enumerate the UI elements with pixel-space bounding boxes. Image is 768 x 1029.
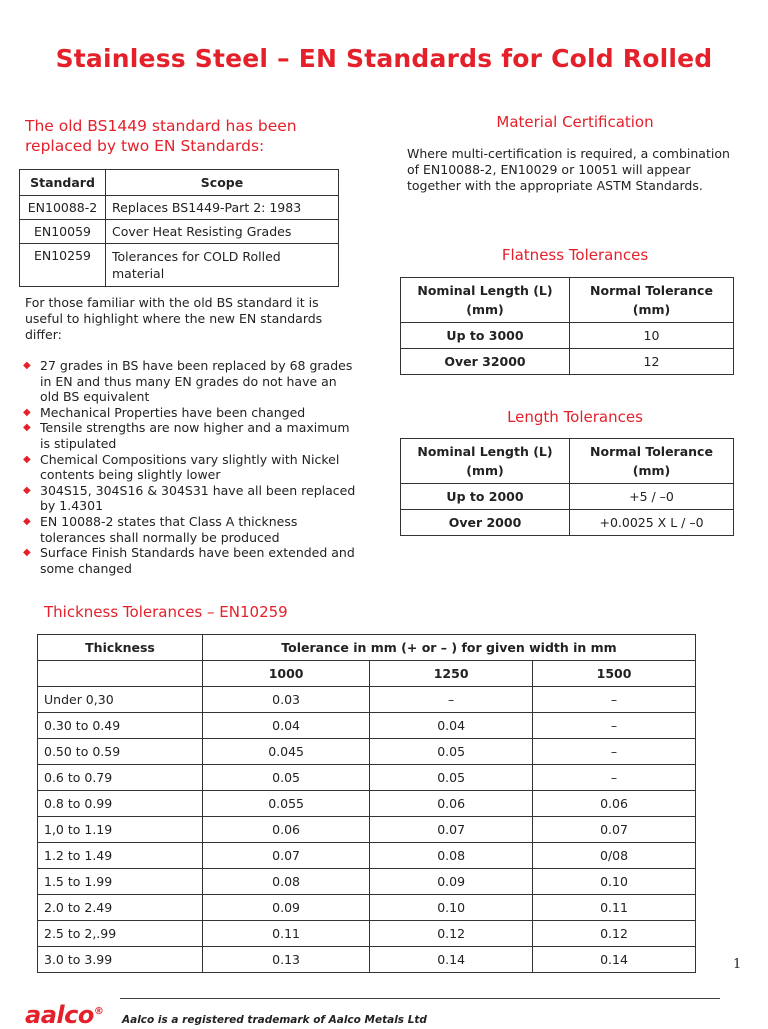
table-cell-length: Over 2000 [401,510,570,536]
certification-text: Where multi-certification is required, a combination of EN10088-2, EN10029 or 10051 will appear together with the appropriate ASTM Standards. [407,146,730,193]
table-cell-thickness: 3.0 to 3.99 [38,947,203,973]
table-cell-thickness: 2.5 to 2,.99 [38,921,203,947]
table-cell-standard: EN10088-2 [20,196,106,220]
footer-divider [120,998,720,999]
table-cell-scope: Cover Heat Resisting Grades [106,220,339,244]
list-item-text: Surface Finish Standards have been extended and some changed [40,545,355,576]
table-cell-width-1250: – [370,687,533,713]
table-header-cell: 1000 [203,661,370,687]
list-item-text: 27 grades in BS have been replaced by 68 grades in EN and thus many EN grades do not have an old BS equivalent [40,358,353,405]
list-item [23,405,358,421]
table-cell-scope: Tolerances for COLD Rolled material [106,244,339,287]
thickness-table [37,634,696,973]
table-cell-width-1250: 0.12 [370,921,533,947]
table-cell-length: Up to 3000 [401,323,570,349]
aalco-logo [25,1001,103,1029]
list-item [23,545,358,576]
table-cell-width-1000: 0.04 [203,713,370,739]
table-row [401,510,734,536]
diamond-bullet-icon: ◆ [23,547,31,559]
table-cell-width-1500: 0/08 [533,843,696,869]
table-cell-tolerance: 10 [570,323,734,349]
table-header-cell: 1500 [533,661,696,687]
table-cell-standard: EN10259 [20,244,106,287]
table-header-row [38,635,696,661]
table-cell-standard: EN10059 [20,220,106,244]
table-cell-width-1500: 0.07 [533,817,696,843]
table-cell-width-1000: 0.06 [203,817,370,843]
table-row [38,921,696,947]
table-row [38,739,696,765]
table-cell-length: Up to 2000 [401,484,570,510]
table-row [38,765,696,791]
table-cell-width-1000: 0.13 [203,947,370,973]
table-row [20,220,339,244]
table-cell-tolerance: +0.0025 X L / –0 [570,510,734,536]
table-row [401,349,734,375]
table-header-cell: Normal Tolerance (mm) [570,439,734,484]
table-header-cell: Scope [106,170,339,196]
diamond-bullet-icon: ◆ [23,360,31,371]
table-cell-width-1000: 0.055 [203,791,370,817]
table-header-row [401,278,734,323]
table-cell-width-1000: 0.09 [203,895,370,921]
differences-list [23,358,358,576]
table-cell-width-1000: 0.11 [203,921,370,947]
table-row [38,843,696,869]
table-cell-width-1250: 0.07 [370,817,533,843]
table-cell-tolerance: 12 [570,349,734,375]
list-item [23,514,358,545]
table-header-row [401,439,734,484]
table-header-cell: Nominal Length (L) (mm) [401,439,570,484]
table-row [38,817,696,843]
table-cell-width-1500: – [533,765,696,791]
table-cell-width-1500: 0.14 [533,947,696,973]
table-cell-width-1000: 0.05 [203,765,370,791]
table-row [20,196,339,220]
table-row [38,791,696,817]
table-header-row [20,170,339,196]
table-cell-tolerance: +5 / –0 [570,484,734,510]
table-row [38,869,696,895]
table-row [38,713,696,739]
table-header-row [38,661,696,687]
diamond-bullet-icon: ◆ [23,406,31,418]
table-cell-thickness: 1.2 to 1.49 [38,843,203,869]
table-cell-width-1000: 0.08 [203,869,370,895]
table-cell-width-1250: 0.04 [370,713,533,739]
list-item [23,452,358,483]
trademark-notice: Aalco is a registered trademark of Aalco Metals Ltd [122,1014,427,1026]
length-table [400,438,734,536]
table-row [401,484,734,510]
table-header-cell: Normal Tolerance (mm) [570,278,734,323]
diamond-bullet-icon: ◆ [23,453,31,465]
intro-heading: The old BS1449 standard has been replaced by two EN Standards: [25,117,297,155]
table-cell-width-1500: – [533,687,696,713]
table-header-cell: 1250 [370,661,533,687]
table-cell-width-1000: 0.03 [203,687,370,713]
table-cell-width-1500: 0.11 [533,895,696,921]
list-item-text: Mechanical Properties have been changed [40,404,306,420]
logo-text: aalco [25,1001,94,1029]
table-cell-width-1250: 0.05 [370,765,533,791]
list-item [23,358,358,405]
standards-table [19,169,339,287]
table-header-cell: Thickness [38,635,203,661]
flatness-heading: Flatness Tolerances [501,246,649,264]
table-cell-length: Over 32000 [401,349,570,375]
page-title: Stainless Steel – EN Standards for Cold Rolled [55,44,713,73]
table-cell-width-1250: 0.05 [370,739,533,765]
table-header-cell: Tolerance in mm (+ or – ) for given width in mm [203,635,696,661]
intro-text: For those familiar with the old BS standard it is useful to highlight where the new EN standards differ: [25,295,323,342]
flatness-table [400,277,734,375]
table-cell-thickness: 2.0 to 2.49 [38,895,203,921]
diamond-bullet-icon: ◆ [23,484,31,496]
table-cell-width-1000: 0.045 [203,739,370,765]
table-cell-width-1500: – [533,739,696,765]
table-cell-width-1250: 0.06 [370,791,533,817]
table-row [38,947,696,973]
table-cell-width-1250: 0.09 [370,869,533,895]
list-item-text: 304S15, 304S16 & 304S31 have all been replaced by 1.4301 [40,482,356,514]
length-heading: Length Tolerances [507,408,643,426]
table-row [401,323,734,349]
table-cell-thickness: 0.50 to 0.59 [38,739,203,765]
table-cell-width-1250: 0.10 [370,895,533,921]
table-row [38,895,696,921]
table-header-cell [38,661,203,687]
table-header-cell: Standard [20,170,106,196]
table-row [20,244,339,287]
table-cell-thickness: 0.6 to 0.79 [38,765,203,791]
table-cell-width-1500: – [533,713,696,739]
list-item [23,420,358,451]
list-item-text: Tensile strengths are now higher and a maximum is stipulated [40,420,350,451]
table-header-cell: Nominal Length (L) (mm) [401,278,570,323]
table-cell-width-1000: 0.07 [203,843,370,869]
table-row [38,687,696,713]
registered-mark: ® [93,1006,104,1017]
table-cell-width-1250: 0.14 [370,947,533,973]
list-item [23,483,358,514]
table-cell-width-1500: 0.10 [533,869,696,895]
table-cell-thickness: 1.5 to 1.99 [38,869,203,895]
table-cell-width-1250: 0.08 [370,843,533,869]
list-item-text: EN 10088-2 states that Class A thickness tolerances shall normally be produced [40,513,298,545]
table-cell-width-1500: 0.12 [533,921,696,947]
thickness-heading: Thickness Tolerances – EN10259 [44,603,288,621]
table-cell-thickness: 0.30 to 0.49 [38,713,203,739]
certification-heading: Material Certification [496,113,654,131]
table-cell-scope: Replaces BS1449-Part 2: 1983 [106,196,339,220]
diamond-bullet-icon: ◆ [23,422,31,434]
page-number: 1 [733,957,742,972]
diamond-bullet-icon: ◆ [23,515,31,527]
table-cell-width-1500: 0.06 [533,791,696,817]
table-cell-thickness: 1,0 to 1.19 [38,817,203,843]
list-item-text: Chemical Compositions vary slightly with Nickel contents being slightly lower [40,451,340,483]
thickness-table-body [38,687,696,973]
table-cell-thickness: 0.8 to 0.99 [38,791,203,817]
table-cell-thickness: Under 0,30 [38,687,203,713]
